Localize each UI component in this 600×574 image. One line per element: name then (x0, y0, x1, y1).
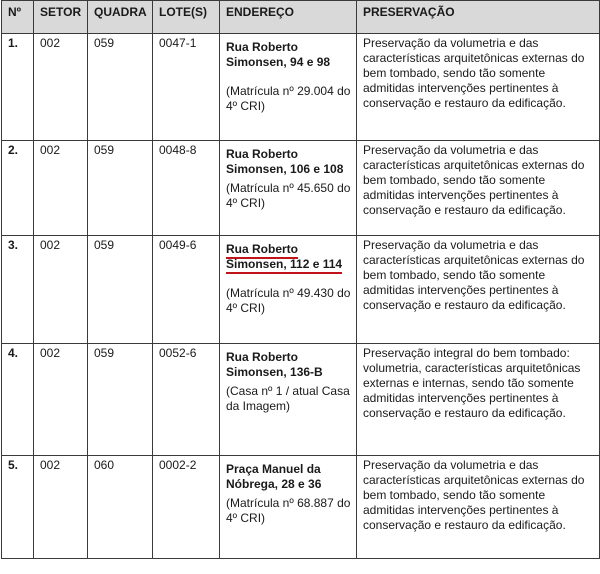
row-number: 5. (2, 456, 34, 559)
setor-cell: 002 (34, 236, 88, 344)
header-preservacao: PRESERVAÇÃO (357, 1, 600, 34)
registry-note: (Matrícula nº 45.650 do 4º CRI) (226, 181, 351, 210)
street-address: Rua Roberto Simonsen, 94 e 98 (226, 40, 331, 69)
heritage-table (1, 0, 600, 559)
address-cell (220, 456, 357, 559)
header-endereco: ENDEREÇO (220, 1, 357, 34)
street-address: Rua Roberto Simonsen, 112 e 114 (226, 242, 342, 274)
header-lotes: LOTE(S) (153, 1, 220, 34)
lote-cell: 0002-2 (153, 456, 220, 559)
lote-cell: 0047-1 (153, 34, 220, 141)
street-address: Praça Manuel da Nóbrega, 28 e 36 (226, 462, 322, 491)
address-cell (220, 34, 357, 141)
setor-cell: 002 (34, 34, 88, 141)
row-number: 4. (2, 344, 34, 456)
lote-cell: 0048-8 (153, 141, 220, 236)
registry-note: (Matrícula nº 29.004 do 4º CRI) (226, 84, 351, 113)
preservation-cell: Preservação da volumetria e das características arquitetônicas externas do bem tombado, sendo tão somente admitidas intervenções pertinentes à conservação e restauro da edificação. (357, 456, 600, 559)
header-quadra: QUADRA (88, 1, 153, 34)
lote-cell: 0049-6 (153, 236, 220, 344)
address-cell (220, 236, 357, 344)
preservation-cell: Preservação da volumetria e das características arquitetônicas externas do bem tombado, sendo tão somente admitidas intervenções pertinentes à conservação e restauro da edificação. (357, 236, 600, 344)
table-row (2, 344, 600, 456)
registry-note: (Matrícula nº 68.887 do 4º CRI) (226, 496, 351, 525)
quadra-cell: 059 (88, 236, 153, 344)
quadra-cell: 059 (88, 34, 153, 141)
table-row (2, 236, 600, 344)
quadra-cell: 059 (88, 141, 153, 236)
setor-cell: 002 (34, 141, 88, 236)
preservation-cell: Preservação integral do bem tombado: volumetria, características arquitetônicas externas e internas, sendo tão somente admitidas intervenções pertinentes à conservação e restauro da edificação. (357, 344, 600, 456)
registry-note: (Matrícula nº 49.430 do 4º CRI) (226, 286, 351, 315)
registry-note: (Casa nº 1 / atual Casa da Imagem) (226, 384, 350, 413)
table-row (2, 456, 600, 559)
preservation-cell: Preservação da volumetria e das características arquitetônicas externas do bem tombado, sendo tão somente admitidas intervenções pertinentes à conservação e restauro da edificação. (357, 34, 600, 141)
row-number: 2. (2, 141, 34, 236)
preservation-cell: Preservação da volumetria e das características arquitetônicas externas do bem tombado, sendo tão somente admitidas intervenções pertinentes à conservação e restauro da edificação. (357, 141, 600, 236)
row-number: 1. (2, 34, 34, 141)
header-row (2, 1, 600, 34)
street-address: Rua Roberto Simonsen, 136-B (226, 350, 323, 379)
setor-cell: 002 (34, 344, 88, 456)
quadra-cell: 059 (88, 344, 153, 456)
address-cell (220, 344, 357, 456)
header-setor: SETOR (34, 1, 88, 34)
table-row (2, 34, 600, 141)
street-address: Rua Roberto Simonsen, 106 e 108 (226, 147, 344, 176)
table-row (2, 141, 600, 236)
quadra-cell: 060 (88, 456, 153, 559)
address-cell (220, 141, 357, 236)
lote-cell: 0052-6 (153, 344, 220, 456)
header-num: Nº (2, 1, 34, 34)
setor-cell: 002 (34, 456, 88, 559)
row-number: 3. (2, 236, 34, 344)
